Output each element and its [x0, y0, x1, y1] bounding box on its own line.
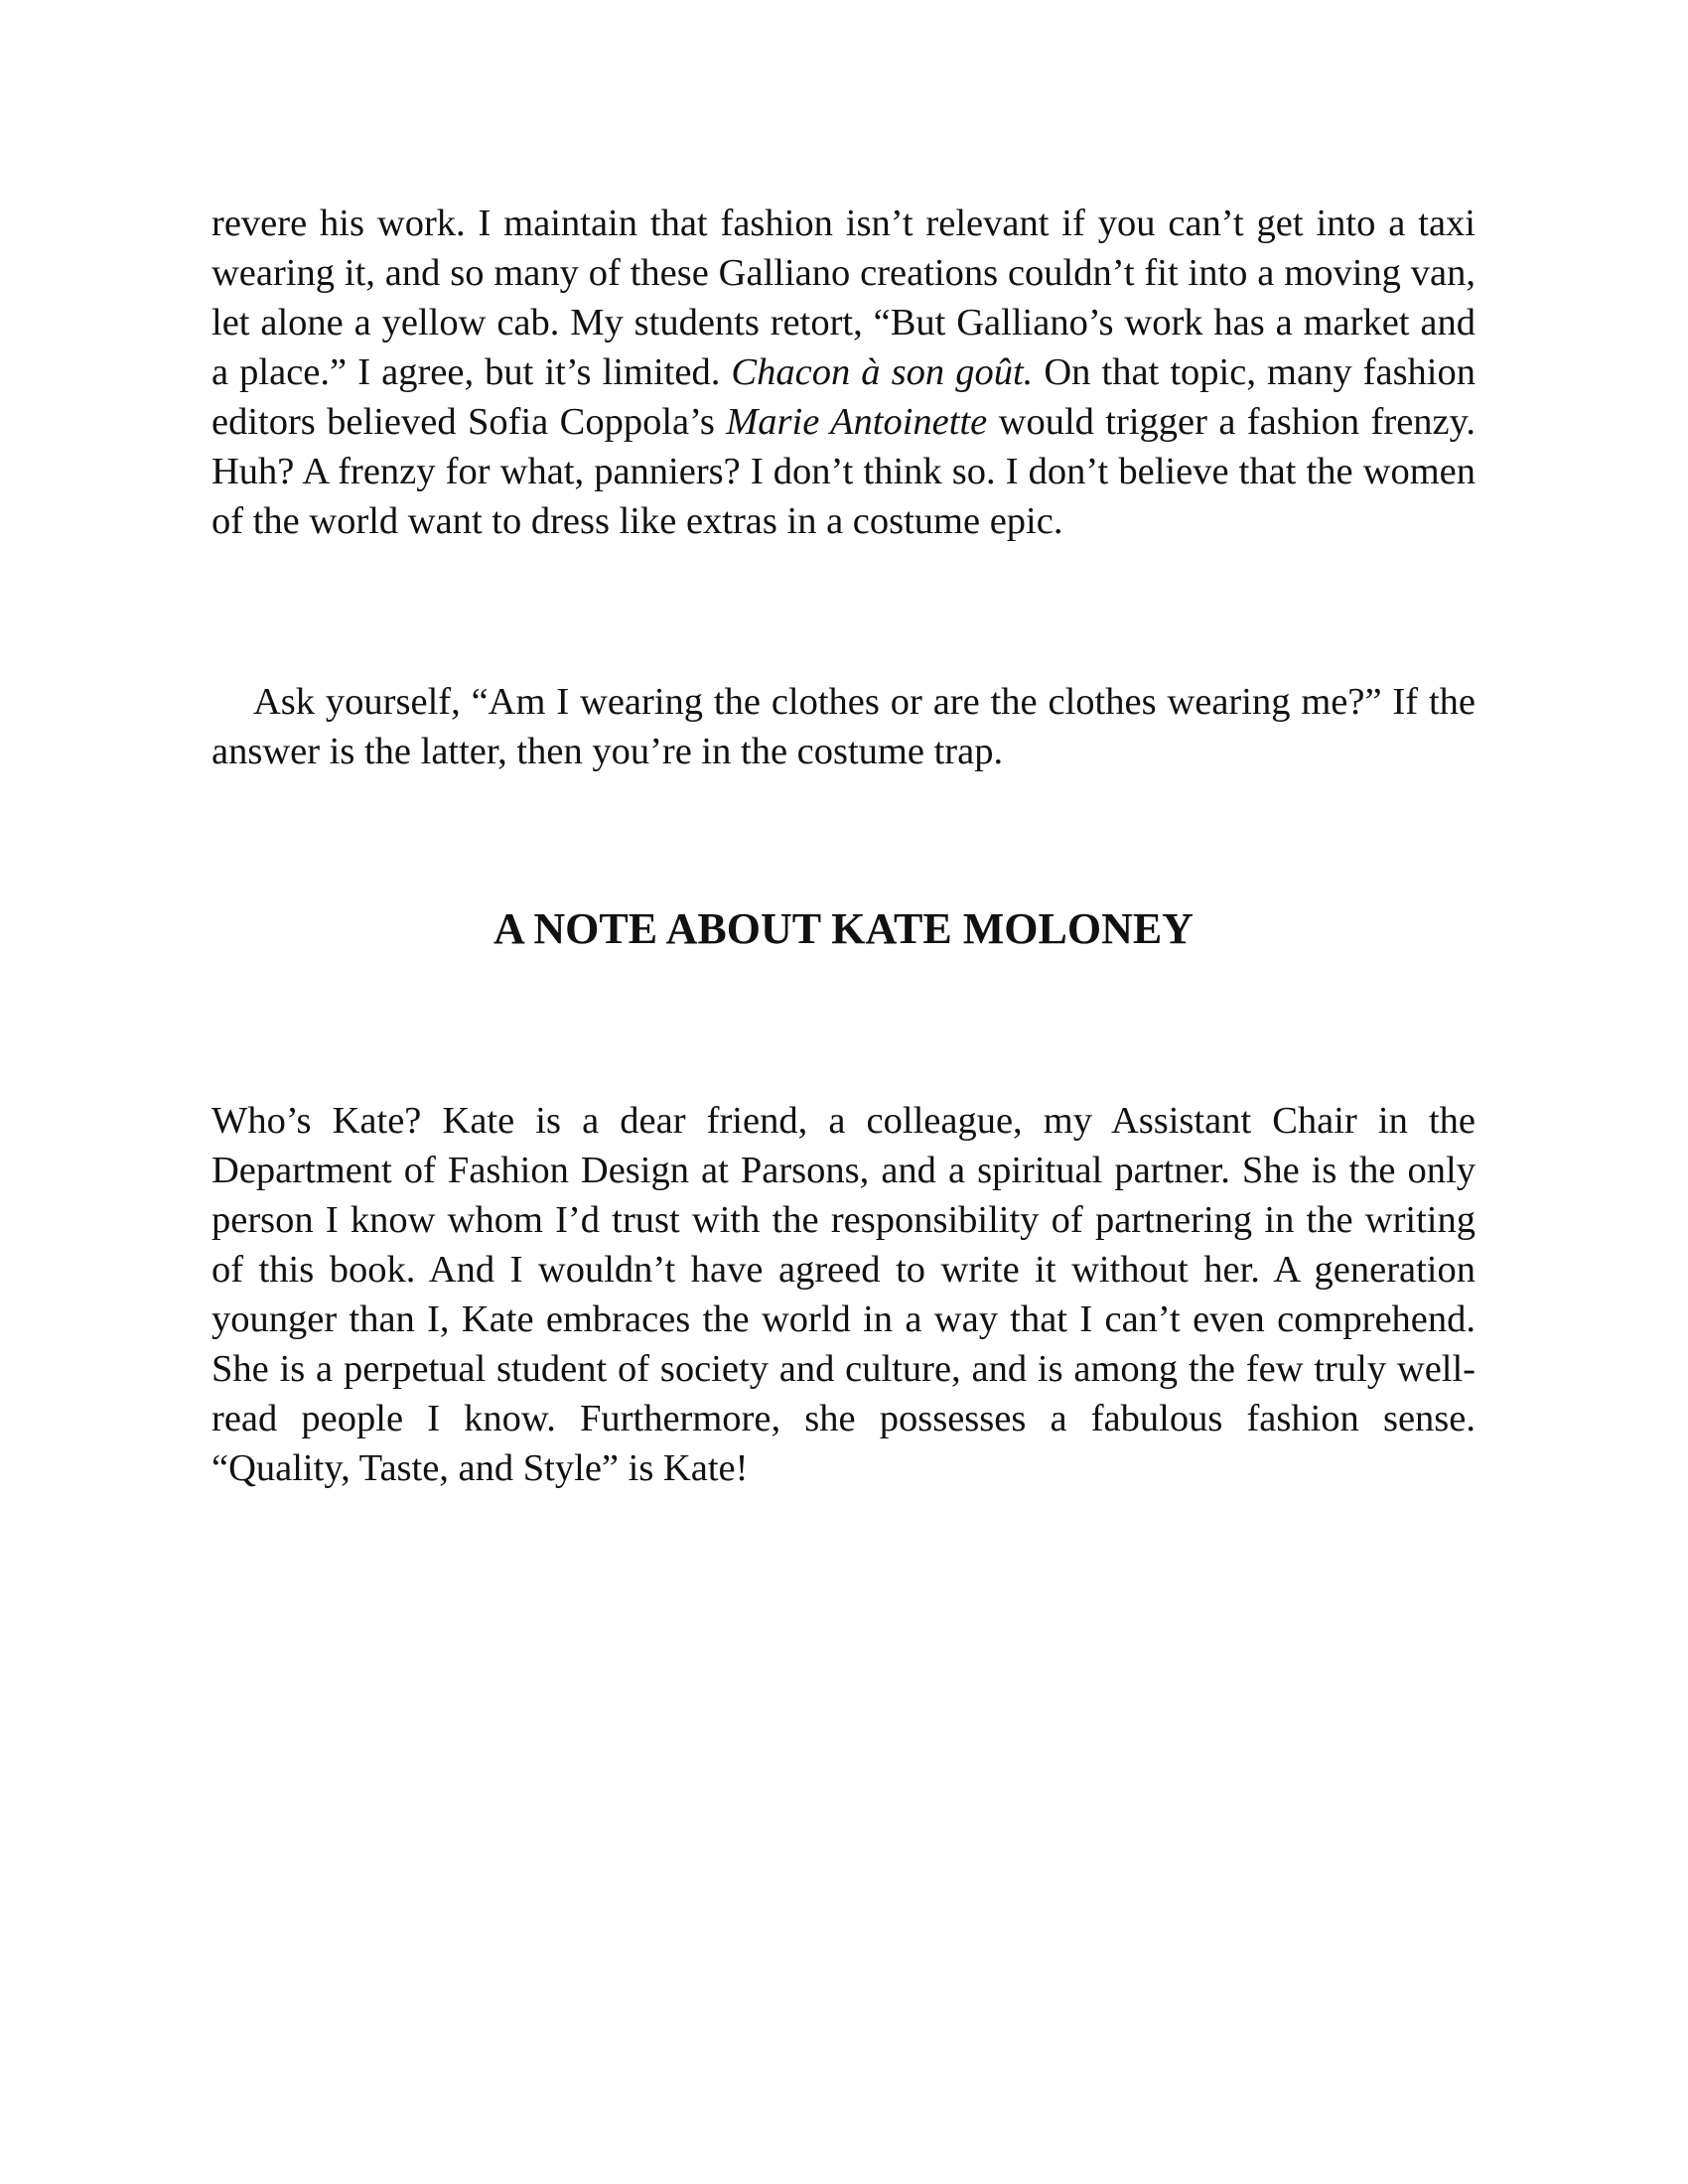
italic-phrase-chacon: Chacon à son goût. [731, 351, 1034, 393]
paragraph-text: On that topic, many fashion editors believed Sofia Coppola’s [211, 351, 1477, 443]
body-paragraph-costume-trap: Ask yourself, “Am I wearing the clothes or are the clothes wearing me?” If the answer is the latter, then you’re in the costume trap. [211, 681, 1476, 772]
body-paragraph-galliano [211, 199, 1476, 546]
body-paragraph-kate: Who’s Kate? Kate is a dear friend, a colleague, my Assistant Chair in the Department of Fashion Design at Parsons, and a spiritual partner. She is the only person I know whom I’d trust with the responsibility of partnering in the writing of this book. And I wouldn’t have agreed to write it without her. A generation younger than I, Kate embraces the world in a way that I can’t even comprehend. She is a perpetual student of society and culture, and is among the few truly well-read people I know. Furthermore, she possesses a fabulous fashion sense. “Quality, Taste, and Style” is Kate! [211, 1100, 1476, 1489]
paragraph-text: revere his work. I maintain that fashion isn’t relevant if you can’t get into a taxi wearing it, and so many of these Galliano creations couldn’t fit into a moving van, let alone a yellow cab. My students retort, “But Galliano’s work has a market and a place.” I agree, but it’s limited. [211, 203, 1476, 393]
section-heading: A NOTE ABOUT KATE MOLONEY [493, 904, 1194, 953]
paragraph-text: would trigger a fashion frenzy. Huh? A frenzy for what, panniers? I don’t think so. I don’t believe that the women of the world want to dress like extras in a costume epic. [211, 401, 1476, 542]
italic-title-marie-antoinette: Marie Antoinette [726, 401, 988, 443]
